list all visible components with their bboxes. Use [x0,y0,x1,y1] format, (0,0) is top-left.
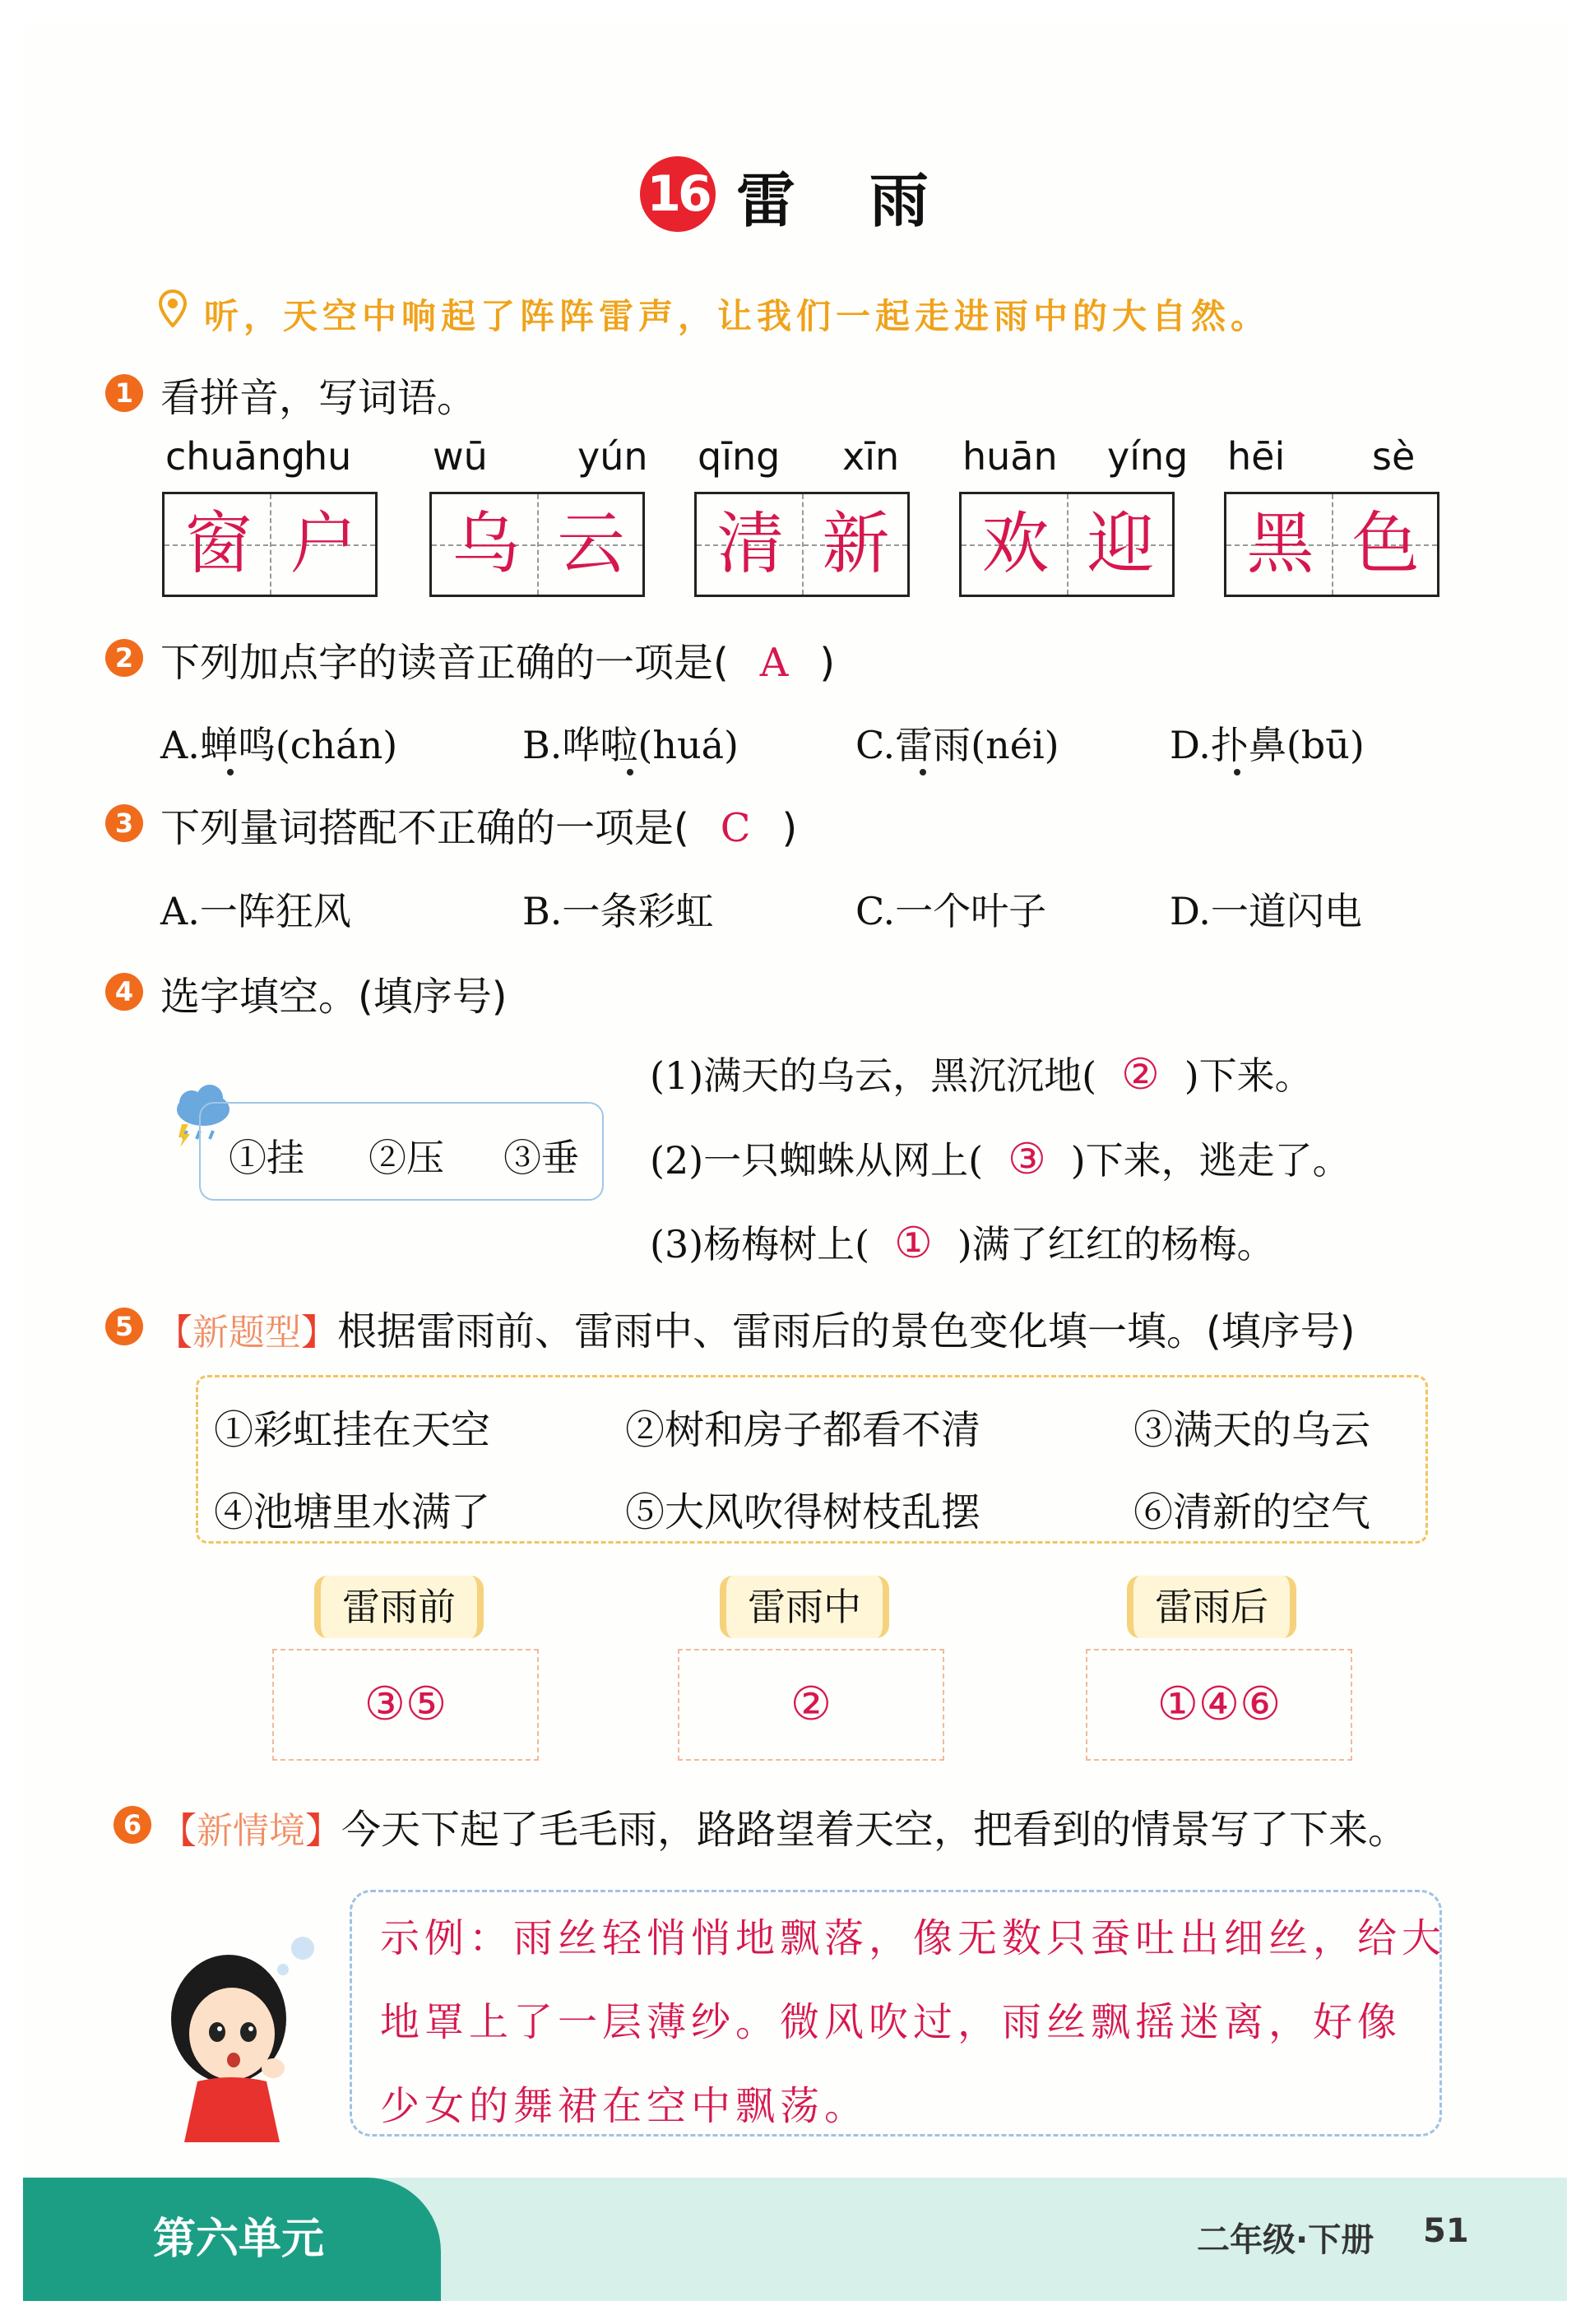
grid-character: 窗 [184,505,253,583]
pinyin-syllable: hu [304,434,352,479]
unit-label: 第六单元 [153,2215,325,2264]
grid-character: 迎 [1087,505,1155,583]
grid-character: 清 [716,505,785,583]
page-number: 51 [1423,2212,1469,2250]
during-storm-answer: ② [678,1649,944,1761]
pinyin-syllable: huān [962,434,1058,479]
pinyin-syllable: hēi [1227,434,1286,479]
example-line-3: 少女的舞裙在空中飘荡。 [380,2083,869,2129]
q2-option-a: A.蝉鸣(chán) [160,723,398,767]
scene-6: ⑥清新的空气 [1133,1489,1371,1535]
question-2-prompt: 下列加点字的读音正确的一项是( A ) [160,640,836,686]
question-1-prompt: 看拼音，写词语。 [160,375,477,421]
during-storm-label: 雷雨中 [720,1576,889,1638]
pinyin-syllable: sè [1372,434,1416,479]
before-storm-label: 雷雨前 [314,1576,484,1638]
pinyin-syllable: yíng [1107,434,1189,479]
character-grid-box [162,492,378,597]
q4-sentence-2: (2)一只蜘蛛从网上( ③ )下来，逃走了。 [650,1135,1351,1184]
emphasis-dot [627,769,633,775]
question-4-number: 4 [105,973,143,1011]
location-pin-icon [158,289,188,327]
question-6-prompt: 【新情境】今天下起了毛毛雨，路路望着天空，把看到的情景写了下来。 [160,1807,1408,1853]
example-line-2: 地罩上了一层薄纱。微风吹过，雨丝飘摇迷离，好像 [380,1999,1402,2045]
grid-character: 户 [290,505,358,583]
example-line-1: 示例：雨丝轻悄悄地飘落，像无数只蚕吐出细丝，给大 [380,1915,1447,1961]
choice-3: ③垂 [503,1136,579,1180]
q4-sentence-3: (3)杨梅树上( ① )满了红红的杨梅。 [650,1219,1275,1268]
q3-option-c: C.一个叶子 [855,889,1047,933]
character-grid-box [959,492,1175,597]
girl-illustration [165,1928,354,2142]
q2-option-d: D.扑鼻(bū) [1170,723,1365,767]
before-storm-answer: ③⑤ [272,1649,539,1761]
grid-character: 黑 [1246,505,1314,583]
question-1-number: 1 [105,374,143,412]
q3-option-b: B.一条彩虹 [522,889,714,933]
scene-1: ①彩虹挂在天空 [214,1407,491,1453]
character-grid-box [429,492,645,597]
question-3-number: 3 [105,804,143,842]
question-6-number: 6 [114,1806,151,1844]
q3-option-d: D.一道闪电 [1170,889,1362,933]
grade-label: 二年级·下册 [1197,2221,1374,2259]
q2-option-c: C.雷雨(néi) [855,723,1059,767]
after-storm-answer: ①④⑥ [1086,1649,1352,1761]
pinyin-syllable: yún [577,434,648,479]
character-grid-box [1224,492,1439,597]
pinyin-syllable: chuāng [165,434,306,479]
question-5-prompt: 【新题型】根据雷雨前、雷雨中、雷雨后的景色变化填一填。(填序号) [156,1308,1356,1354]
question-5-number: 5 [105,1308,143,1345]
emphasis-dot [227,769,234,775]
grid-character: 乌 [452,505,520,583]
emphasis-dot [1234,769,1240,775]
grid-character: 色 [1351,505,1420,583]
question-4-prompt: 选字填空。(填序号) [160,974,508,1020]
pinyin-syllable: qīng [698,434,781,479]
grid-character: 欢 [981,505,1050,583]
q3-option-a: A.一阵狂风 [160,889,351,933]
scene-4: ④池塘里水满了 [214,1489,491,1535]
question-2-answer: A [759,640,789,686]
question-3-answer: C [720,805,751,851]
scene-3: ③满天的乌云 [1133,1407,1371,1453]
choice-1: ①挂 [229,1136,304,1180]
intro-text: 听，天空中响起了阵阵雷声，让我们一起走进雨中的大自然。 [204,296,1271,336]
lesson-title: 雷雨 [736,165,1004,235]
choice-2: ②压 [369,1136,444,1180]
emphasis-dot [920,769,926,775]
q2-option-b: B.哗啦(huá) [522,723,739,767]
scene-2: ②树和房子都看不清 [625,1407,981,1453]
q4-sentence-1: (1)满天的乌云，黑沉沉地( ② )下来。 [650,1050,1313,1100]
question-3-prompt: 下列量词搭配不正确的一项是( C ) [160,805,798,851]
question-2-number: 2 [105,639,143,677]
character-grid-box [694,492,910,597]
pinyin-syllable: xīn [842,434,900,479]
grid-character: 云 [557,505,625,583]
after-storm-label: 雷雨后 [1127,1576,1296,1638]
new-type-tag: 新题型 [192,1312,301,1354]
lesson-number-badge: 16 [640,156,716,232]
scene-5: ⑤大风吹得树枝乱摆 [625,1489,981,1535]
pinyin-syllable: wū [433,434,488,479]
grid-character: 新 [822,505,890,583]
new-context-tag: 新情境 [197,1810,305,1852]
